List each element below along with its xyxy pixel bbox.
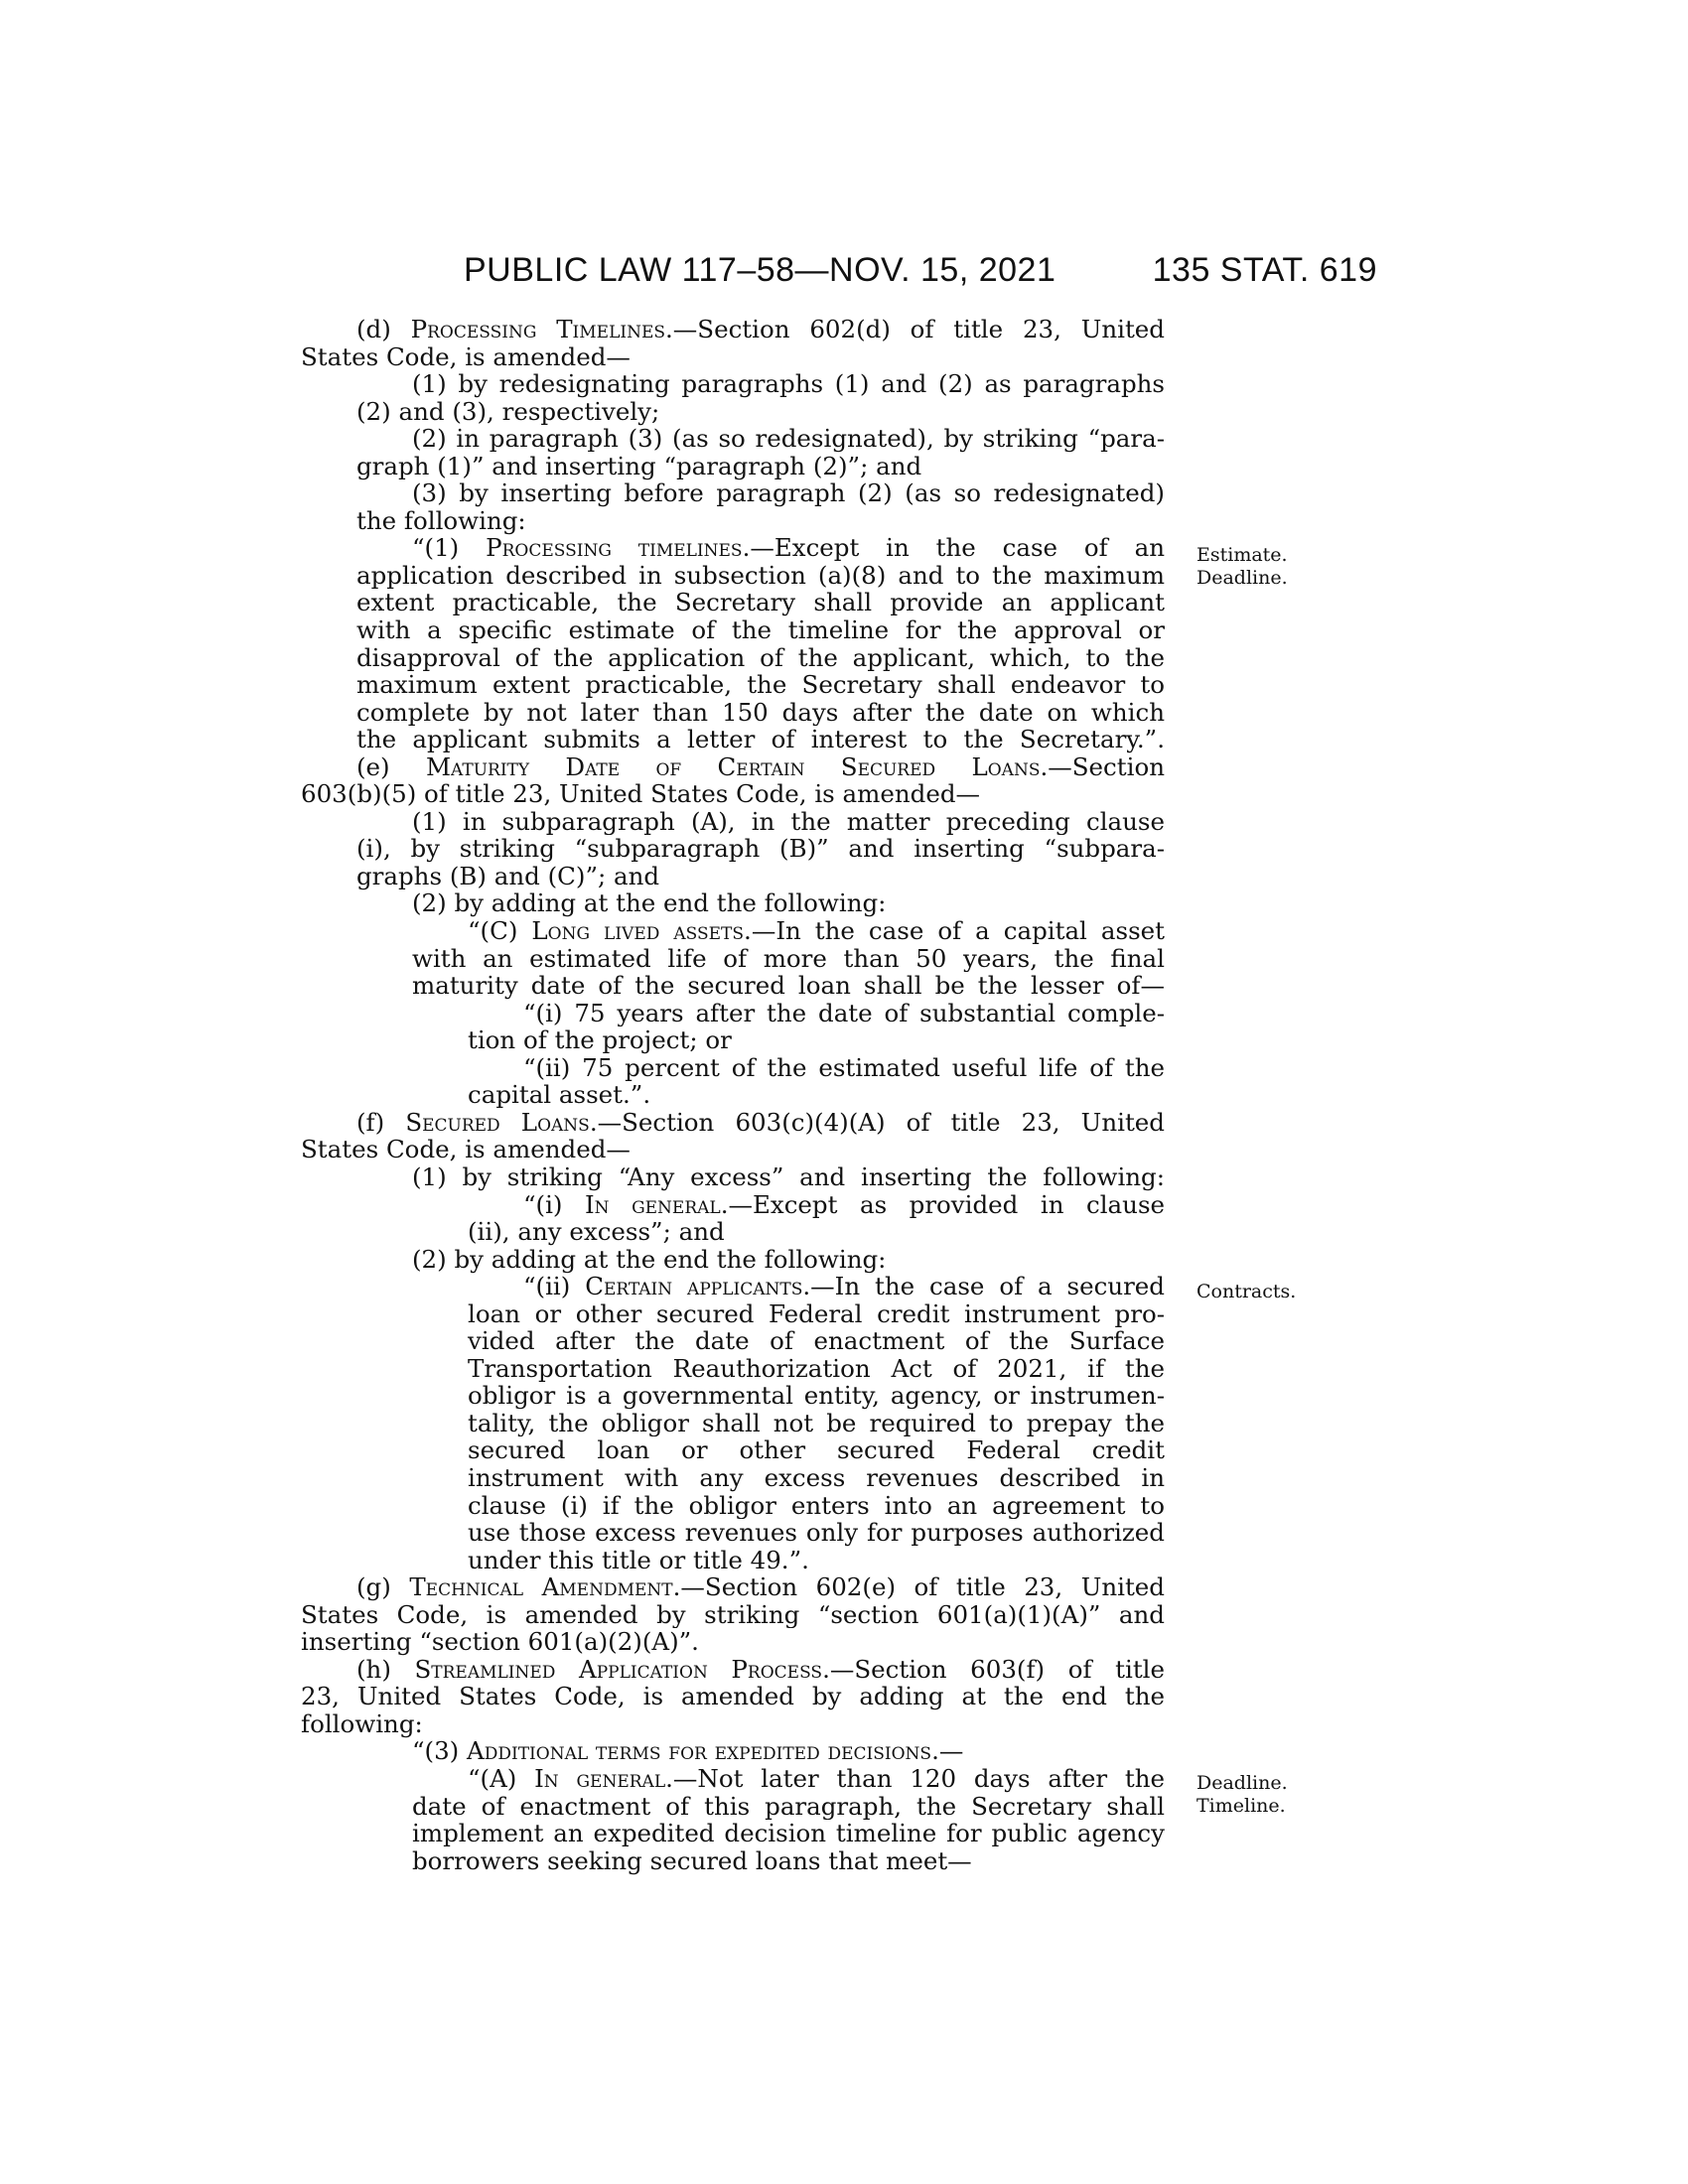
text-line: “(3) Additional terms for expedited decisions.—	[412, 1736, 964, 1766]
text-line: “(i) In general.—Except as provided in clause	[523, 1190, 1165, 1219]
text-line: (d) Processing Timelines.—Section 602(d) of title 23, United	[356, 316, 1165, 343]
text-line: with an estimated life of more than 50 years, the final	[412, 944, 1165, 973]
text-line: with a specific estimate of the timeline for the approval or	[356, 616, 1165, 644]
text-line: instrument with any excess revenues described in	[468, 1463, 1165, 1492]
text-line: tality, the obligor shall not be required to prepay the	[468, 1409, 1165, 1437]
text-line: “(ii) Certain applicants.—In the case of a secured	[523, 1273, 1165, 1300]
text-line: application described in subsection (a)(8) and to the maximum	[356, 561, 1165, 590]
text-line: use those excess revenues only for purposes authorized	[468, 1519, 1165, 1547]
margin-note-estimate-deadline: Estimate. Deadline.	[1196, 544, 1288, 589]
statute-body	[301, 316, 1165, 1874]
margin-note-contracts: Contracts.	[1196, 1281, 1297, 1302]
text-line: (3) by inserting before paragraph (2) (as so redesignated)	[412, 479, 1165, 507]
text-line: (2) by adding at the end the following:	[412, 1244, 887, 1274]
running-header-page-number: 135 STAT. 619	[1152, 251, 1377, 289]
text-line: the following:	[356, 505, 526, 535]
text-line: graph (1)” and inserting “paragraph (2)”; and	[356, 451, 922, 480]
text-line: maturity date of the secured loan shall be the lesser of—	[412, 972, 1165, 1000]
text-line: secured loan or other secured Federal credit	[468, 1436, 1165, 1464]
text-line: borrowers seeking secured loans that meet—	[412, 1845, 972, 1875]
text-line: loan or other secured Federal credit instrument pro-	[468, 1299, 1165, 1328]
text-line: graphs (B) and (C)”; and	[356, 861, 660, 890]
text-line: following:	[301, 1708, 423, 1738]
text-line: obligor is a governmental entity, agency, or instrumen-	[468, 1382, 1165, 1410]
text-line: “(C) Long lived assets.—In the case of a capital asset	[468, 917, 1165, 945]
text-line: “(A) In general.—Not later than 120 days after the	[468, 1764, 1165, 1793]
text-line: (1) by redesignating paragraphs (1) and (2) as paragraphs	[412, 370, 1165, 398]
text-line: States Code, is amended—	[301, 341, 631, 371]
text-line: (h) Streamlined Application Process.—Section 603(f) of title	[356, 1655, 1165, 1684]
margin-note-deadline-timeline: Deadline. Timeline.	[1196, 1772, 1288, 1817]
text-line: States Code, is amended—	[301, 1135, 631, 1164]
text-line: implement an expedited decision timeline for public agency	[412, 1820, 1165, 1847]
text-line: “(ii) 75 percent of the estimated useful life of the	[523, 1053, 1165, 1082]
text-line: (2) in paragraph (3) (as so redesignated), by striking “para-	[412, 425, 1165, 453]
text-line: (1) in subparagraph (A), in the matter preceding clause	[412, 807, 1165, 836]
text-line: disapproval of the application of the applicant, which, to the	[356, 643, 1165, 672]
text-line: (e) Maturity Date of Certain Secured Loans.—Section	[356, 752, 1165, 781]
text-line: “(i) 75 years after the date of substantial comple-	[523, 999, 1165, 1027]
text-line: States Code, is amended by striking “section 601(a)(1)(A)” and	[301, 1600, 1165, 1629]
text-line: (2) and (3), respectively;	[356, 396, 660, 426]
text-line: (1) by striking “Any excess” and inserting the following:	[412, 1162, 1165, 1191]
text-line: the applicant submits a letter of interest to the Secretary.”.	[356, 726, 1165, 753]
text-line: vided after the date of enactment of the Surface	[468, 1327, 1165, 1355]
text-line: tion of the project; or	[468, 1025, 732, 1055]
text-line: Transportation Reauthorization Act of 2021, if the	[468, 1354, 1165, 1383]
text-line: (f) Secured Loans.—Section 603(c)(4)(A) of title 23, United	[356, 1108, 1165, 1137]
text-line: (ii), any excess”; and	[468, 1217, 725, 1247]
text-line: clause (i) if the obligor enters into an agreement to	[468, 1491, 1165, 1520]
text-line: inserting “section 601(a)(2)(A)”.	[301, 1627, 699, 1657]
text-line: date of enactment of this paragraph, the Secretary shall	[412, 1792, 1165, 1821]
running-header-title: PUBLIC LAW 117–58—NOV. 15, 2021	[464, 251, 1056, 289]
text-line: (2) by adding at the end the following:	[412, 888, 887, 918]
text-line: “(1) Processing timelines.—Except in the case of an	[412, 534, 1165, 562]
text-line: capital asset.”.	[468, 1080, 651, 1110]
text-line: 603(b)(5) of title 23, United States Code, is amended—	[301, 779, 981, 809]
text-line: complete by not later than 150 days after the date on which	[356, 698, 1165, 727]
text-line: under this title or title 49.”.	[468, 1545, 809, 1574]
text-line: (i), by striking “subparagraph (B)” and inserting “subpara-	[356, 835, 1165, 863]
text-line: 23, United States Code, is amended by adding at the end the	[301, 1683, 1165, 1710]
text-line: extent practicable, the Secretary shall provide an applicant	[356, 589, 1165, 617]
text-line: (g) Technical Amendment.—Section 602(e) of title 23, United	[356, 1573, 1165, 1601]
text-line: maximum extent practicable, the Secretary shall endeavor to	[356, 671, 1165, 699]
